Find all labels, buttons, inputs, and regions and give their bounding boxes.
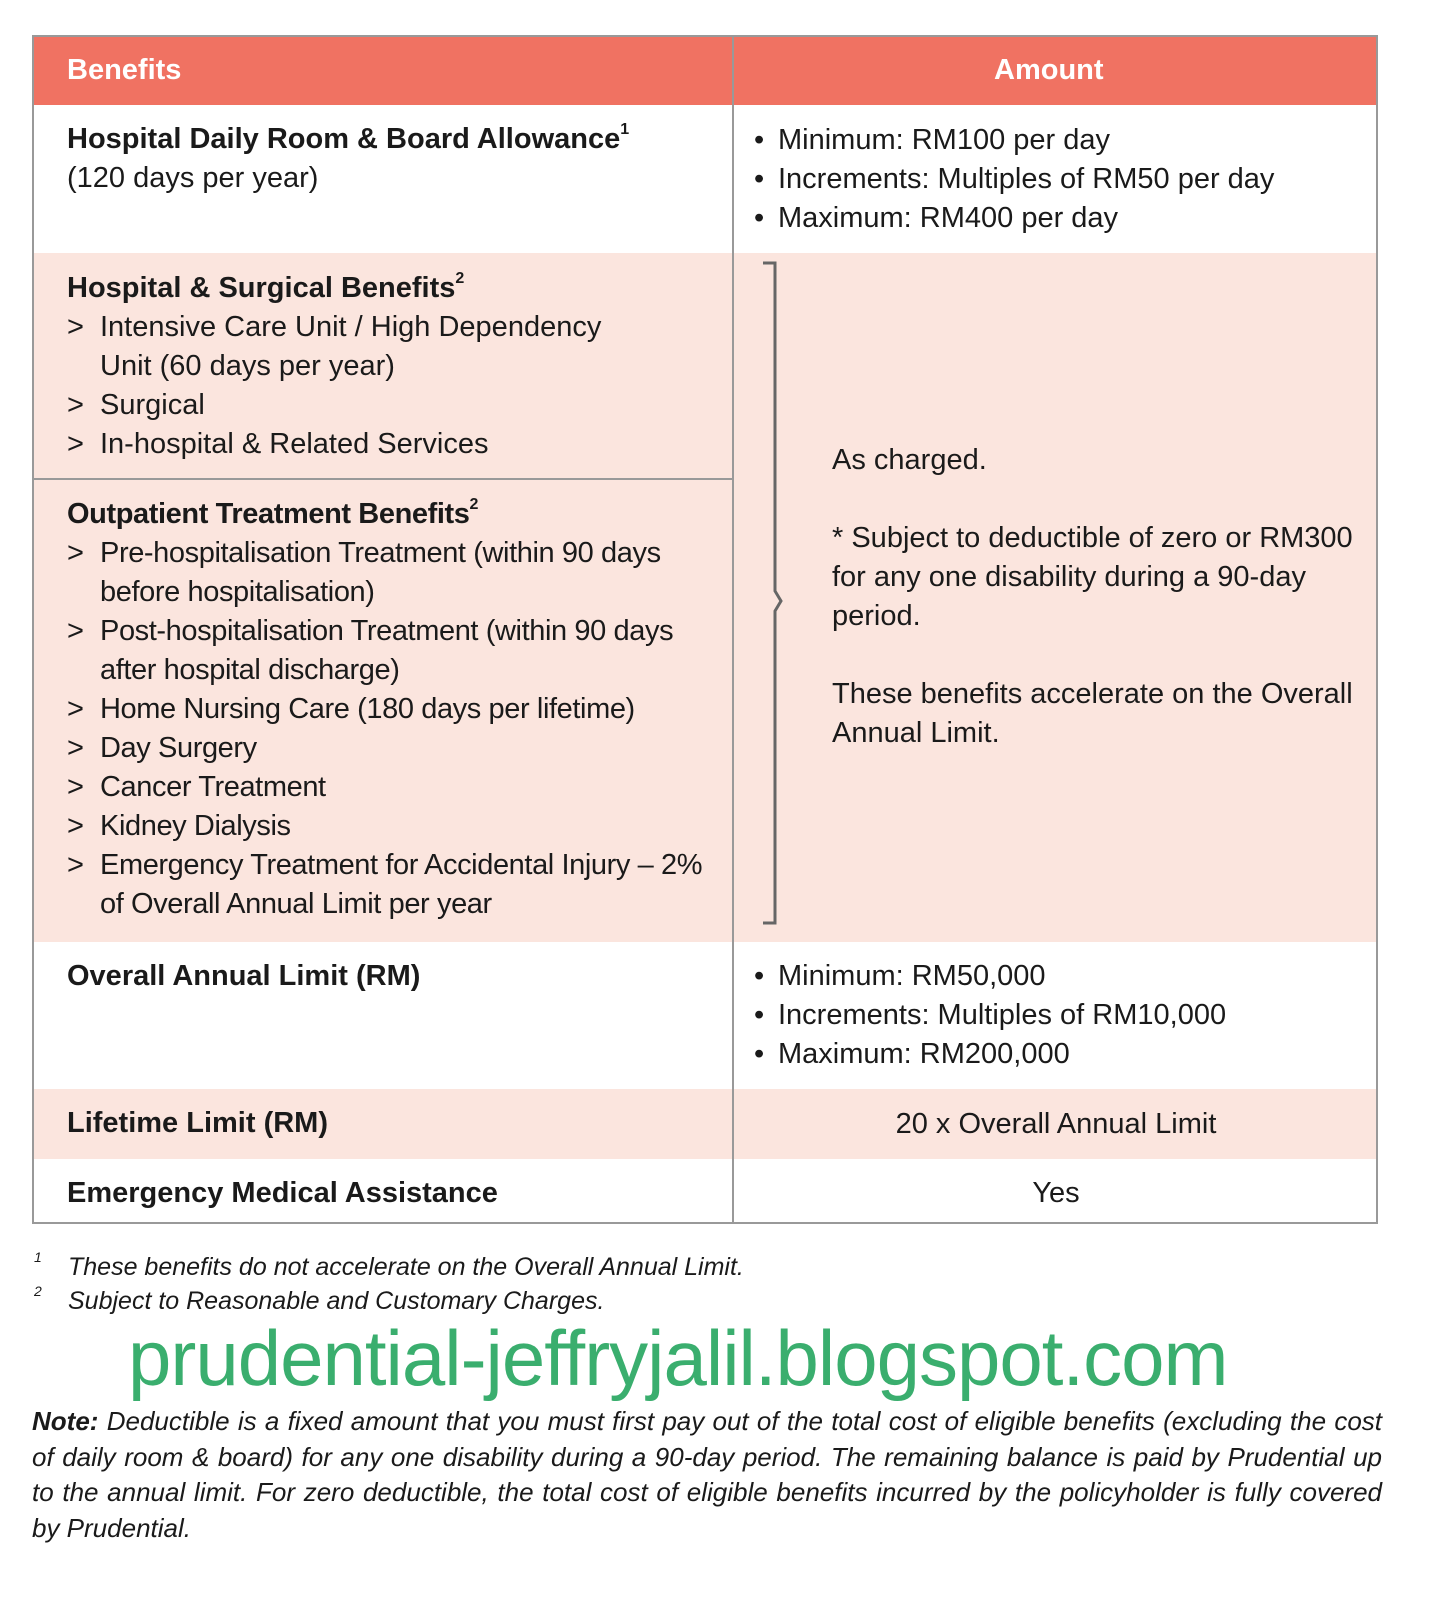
surgical-title: Hospital & Surgical Benefits <box>67 272 456 304</box>
list-item: In-hospital & Related Services <box>100 428 489 460</box>
room-sub: (120 days per year) <box>67 162 319 194</box>
amount-line: Maximum: RM200,000 <box>778 1038 1070 1070</box>
list-item: Day Surgery <box>100 732 257 764</box>
arrow-icon: > <box>67 311 84 343</box>
annual-limit-amount <box>754 957 1226 1074</box>
room-board-cell <box>67 120 629 198</box>
arrow-icon: > <box>67 693 84 725</box>
arrow-icon: > <box>67 615 84 647</box>
bullet-icon: • <box>754 960 765 992</box>
note-label: Note: <box>32 1406 99 1436</box>
bullet-icon: • <box>754 124 765 156</box>
table-header <box>34 37 1376 105</box>
room-title: Hospital Daily Room & Board Allowance <box>67 123 621 155</box>
bullet-icon: • <box>754 1038 765 1070</box>
room-amount <box>754 121 1274 238</box>
row-divider <box>34 478 732 480</box>
footnote-1 <box>34 1249 744 1282</box>
lifetime-limit-title: Lifetime Limit (RM) <box>67 1107 328 1139</box>
amount-line: Minimum: RM100 per day <box>778 124 1110 156</box>
watermark: prudential-jeffryjalil.blogspot.com <box>128 1314 1228 1402</box>
footnote-number: 2 <box>34 1283 42 1299</box>
footnote-text: Subject to Reasonable and Customary Charges. <box>68 1287 605 1315</box>
lifetime-limit-amount: 20 x Overall Annual Limit <box>895 1108 1217 1140</box>
list-item: Surgical <box>100 389 205 421</box>
benefits-table <box>32 35 1378 1224</box>
outpatient-title: Outpatient Treatment Benefits <box>67 498 470 530</box>
footnote-2 <box>34 1283 605 1316</box>
amount-line: Minimum: RM50,000 <box>778 960 1046 992</box>
footnote-ref: 2 <box>469 496 479 513</box>
column-divider <box>732 37 734 1222</box>
amount-text: As charged. <box>832 444 987 476</box>
list-item: Post-hospitalisation Treatment (within 90 days after hospital discharge) <box>100 615 674 686</box>
deductible-text: * Subject to deductible of zero or RM300 for any one disability during a 90-day period. <box>832 522 1353 632</box>
footnote-ref: 1 <box>620 121 630 138</box>
amount-line: Increments: Multiples of RM50 per day <box>778 163 1275 195</box>
note-paragraph <box>32 1404 1382 1546</box>
arrow-icon: > <box>67 389 84 421</box>
list-item: Kidney Dialysis <box>100 810 291 842</box>
bullet-icon: • <box>754 999 765 1031</box>
list-item: Intensive Care Unit / High Dependency Unit (60 days per year) <box>100 311 602 382</box>
arrow-icon: > <box>67 537 84 569</box>
header-benefits: Benefits <box>67 54 182 86</box>
footnote-ref: 2 <box>455 270 465 287</box>
annual-limit-title: Overall Annual Limit (RM) <box>67 960 421 992</box>
ema-amount: Yes <box>1032 1177 1080 1209</box>
list-item: Home Nursing Care (180 days per lifetime) <box>100 693 635 725</box>
note-text: Deductible is a fixed amount that you must first pay out of the total cost of eligible benefits (excluding the cost of daily room & board) for any one disability during a 90-day period. The remaining balance is paid by Prudential up to the annual limit. For zero deductible, the total cost of eligible benefits incurred by the policyholder is fully covered by Prudential. <box>32 1406 1382 1543</box>
surgical-cell <box>67 269 627 464</box>
list-item: Emergency Treatment for Accidental Injury – 2% of Overall Annual Limit per year <box>100 849 703 920</box>
footnote-number: 1 <box>34 1249 42 1265</box>
arrow-icon: > <box>67 771 84 803</box>
ema-title: Emergency Medical Assistance <box>67 1177 498 1209</box>
arrow-icon: > <box>67 732 84 764</box>
amount-line: Maximum: RM400 per day <box>778 202 1119 234</box>
list-item: Cancer Treatment <box>100 771 326 803</box>
header-amount: Amount <box>994 54 1104 86</box>
bullet-icon: • <box>754 202 765 234</box>
arrow-icon: > <box>67 810 84 842</box>
arrow-icon: > <box>67 849 84 881</box>
accelerate-text: These benefits accelerate on the Overall Annual Limit. <box>832 678 1353 749</box>
right-brace-icon <box>759 261 799 926</box>
amount-line: Increments: Multiples of RM10,000 <box>778 999 1227 1031</box>
shared-amount <box>832 441 1362 753</box>
list-item: Pre-hospitalisation Treatment (within 90 days before hospitalisation) <box>100 537 661 608</box>
outpatient-cell <box>67 495 729 924</box>
bullet-icon: • <box>754 163 765 195</box>
arrow-icon: > <box>67 428 84 460</box>
footnote-text: These benefits do not accelerate on the Overall Annual Limit. <box>68 1253 744 1281</box>
